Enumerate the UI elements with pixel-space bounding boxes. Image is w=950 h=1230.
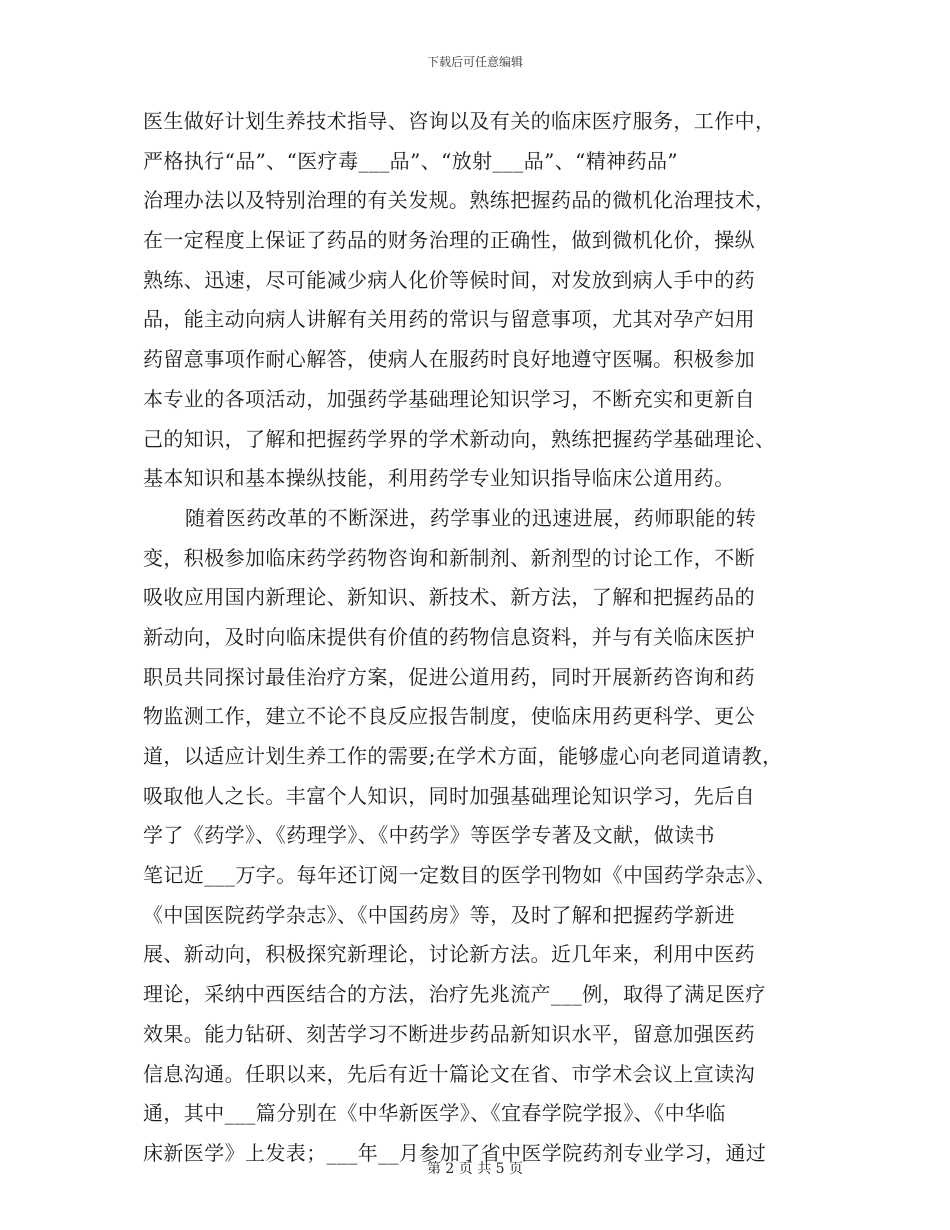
page-header-note: 下载后可任意编辑 [426, 55, 523, 69]
text-line: 药留意事项作耐心解答，使病人在服药时良好地遵守医嘱。积极参加 [143, 347, 755, 372]
text-line: 效果。能力钻研、刻苦学习不断进步药品新知识水平，留意加强医药 [143, 1021, 755, 1046]
text-line: 本专业的各项活动，加强药学基础理论知识学习，不断充实和更新自 [143, 386, 755, 411]
text-line: 物监测工作，建立不论不良反应报告制度，使临床用药更科学、更公 [143, 704, 755, 729]
text-line: 职员共同探讨最佳治疗方案，促进公道用药，同时开展新药咨询和药 [143, 664, 755, 689]
text-line: 治理办法以及特别治理的有关发规。熟练把握药品的微机化治理技术， [143, 188, 776, 213]
text-line: 熟练、迅速，尽可能减少病人化价等候时间，对发放到病人手中的药 [143, 267, 755, 292]
text-line: 通，其中___篇分别在《中华新医学》、《宜春学院学报》、《中华临 [143, 1101, 726, 1126]
text-line: 新动向，及时向临床提供有价值的药物信息资料，并与有关临床医护 [143, 624, 755, 649]
text-line: 道，以适应计划生养工作的需要;在学术方面，能够虚心向老同道请教， [143, 744, 783, 768]
document-body [143, 102, 815, 1174]
text-line: 学了《药学》、《药理学》、《中药学》等医学专著及文献，做读书 [143, 823, 715, 848]
text-line: 品，能主动向病人讲解有关用药的常识与留意事项，尤其对孕产妇用 [143, 307, 755, 332]
paragraph-start-line: 随着医药改革的不断深进，药学事业的迅速进展，药师职能的转 [185, 505, 757, 530]
text-line: 在一定程度上保证了药品的财务治理的正确性，做到微机化价，操纵 [143, 228, 755, 253]
text-line: 《中国医院药学杂志》、《中国药房》等，及时了解和把握药学新进 [143, 902, 735, 927]
text-line: 吸收应用国内新理论、新知识、新技术、新方法，了解和把握药品的 [143, 585, 755, 610]
text-line: 己的知识，了解和把握药学界的学术新动向，熟练把握药学基础理论、 [143, 426, 776, 451]
text-line: 理论，采纳中西医结合的方法，治疗先兆流产___例，取得了满足医疗 [143, 982, 766, 1007]
text-line: 吸取他人之长。丰富个人知识，同时加强基础理论知识学习，先后自 [143, 783, 755, 808]
text-line: 基本知识和基本操纵技能，利用药学专业知识指导临床公道用药。 [143, 466, 735, 491]
text-line: 笔记近___万字。每年还订阅一定数目的医学刊物如《中国药学杂志》、 [143, 863, 777, 888]
text-line: 严格执行“品”、“医疗毒___品”、“放射___品”、“精神药品” [143, 148, 678, 173]
text-line: 床新医学》上发表；___年__月参加了省中医学院药剂专业学习，通过 [143, 1140, 767, 1165]
text-line: 展、新动向，积极探究新理论，讨论新方法。近几年来，利用中医药 [143, 942, 755, 967]
text-line: 医生做好计划生养技术指导、咨询以及有关的临床医疗服务，工作中， [143, 109, 776, 133]
text-line: 变，积极参加临床药学药物咨询和新制剂、新剂型的讨论工作，不断 [143, 545, 755, 570]
page-number-footer: 第 2 页 共 5 页 [426, 1161, 524, 1177]
text-line: 信息沟通。任职以来，先后有近十篇论文在省、市学术会议上宣读沟 [143, 1061, 755, 1086]
